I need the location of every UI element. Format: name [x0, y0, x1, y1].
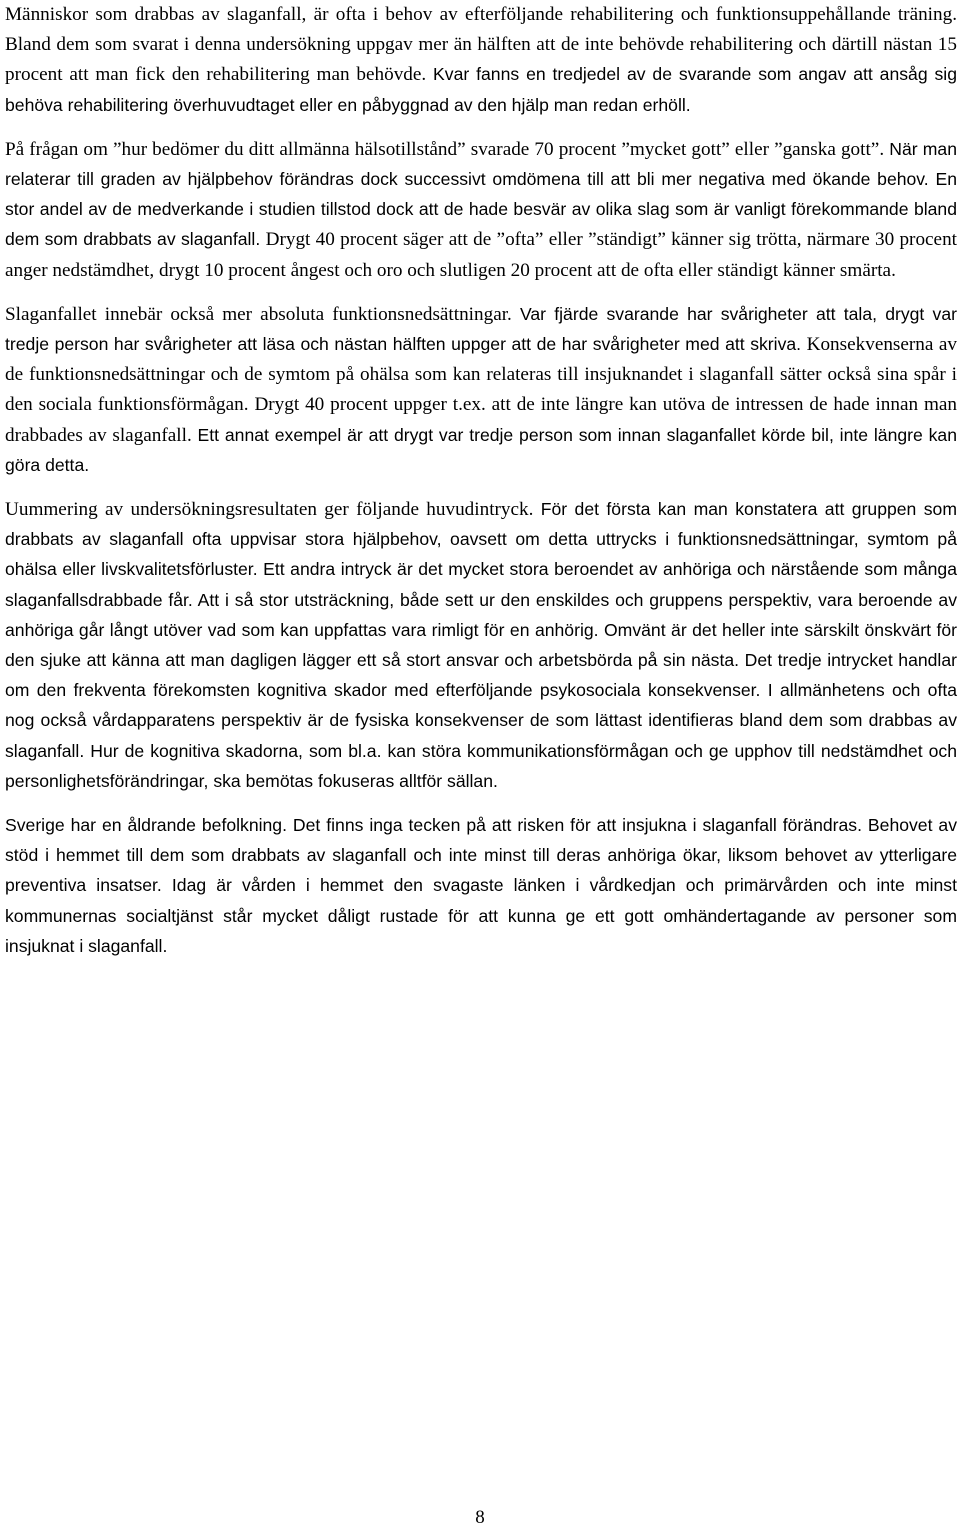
- text-run: I allmänhetens och ofta nog också vårdapparatens perspektiv är de fysiska konsekvenser de som lättast identifieras bland dem som drabbas av slaganfall.: [5, 680, 958, 761]
- text-run: Människor som drabbas av slaganfall, är ofta i behov av efterföljande rehabilitering och funktionsuppehållande träning.: [5, 4, 957, 25]
- text-run: Det tredje intrycket handlar om den frekventa förekomsten kognitiva skador med efterföljande psykosociala konsekvenser.: [5, 650, 957, 701]
- text-run: När man relaterar till graden av hjälpbehov förändras dock successivt omdömena till att bli mer negativa med ökande behov.: [5, 138, 957, 190]
- paragraph-rehabilitation: [5, 0, 957, 121]
- text-run: Slaganfallet innebär också mer absoluta funktionsnedsättningar.: [5, 303, 520, 325]
- text-run: Hur de kognitiva skadorna, som bl.a. kan störa kommunikationsförmågan och ge upphov till nedstämdhet och personlighetsförändringar, ska bemötas fokuseras alltför sällan.: [5, 740, 957, 791]
- paragraph-health-status: [5, 135, 957, 286]
- paragraph-functional-impairments: [5, 300, 957, 481]
- text-run: På frågan om ”hur bedömer du ditt allmänna hälsotillstånd” svarade 70 procent ”mycket gott” eller ”ganska gott”.: [5, 138, 890, 160]
- text-run: Konsekvenserna av de funktionsnedsättningar och de symtom på ohälsa som kan relateras till insjuknandet i slaganfall sätter också sina spår i den sociala funktionsförmågan.: [5, 334, 957, 416]
- paragraph-aging-population: [5, 811, 957, 962]
- text-run: För det första kan man konstatera att gruppen som drabbats av slaganfall ofta uppvisar stora hjälpbehov, oavsett om detta uttrycks i funktionsnedsättningar, symtom på ohälsa eller livskvalitetsförluster.: [5, 499, 957, 580]
- text-run: Att i så stor utsträckning, både sett ur den enskildes och gruppens perspektiv, vara beroende av anhöriga går långt utöver vad som kan uppfattas vara rimligt för en anhörig.: [5, 589, 957, 640]
- document-page: [5, 0, 957, 1533]
- text-run: Bland dem som svarat i denna undersökning uppgav mer än hälften att de inte behövde rehabilitering och därtill nästan 15 procent att man fick den rehabilitering man behövde.: [5, 34, 957, 86]
- text-run: Omvänt är det heller inte särskilt önskvärt för den sjuke att känna att man dagligen lägger ett så stort ansvar och arbetsbörda på sin nästa.: [5, 619, 957, 671]
- text-run: Ett annat exempel är att drygt var tredje person som innan slaganfallet körde bil, inte längre kan göra detta.: [5, 424, 958, 475]
- text-run: En stor andel av de medverkande i studien tillstod dock att de hade besvär av olika slag som är vanligt förekommande bland dem som drabbats av slaganfall.: [5, 169, 957, 250]
- text-run: Drygt 40 procent säger att de ”ofta” eller ”ständigt” känner sig trötta, närmare 30 procent anger nedstämdhet, drygt 10 procent ångest och oro och slutligen 20 procent att de ofta eller ständigt känner smärta.: [5, 229, 957, 281]
- text-run: Ett andra intryck är det mycket stora beroendet av anhöriga och närstående som många slaganfallsdrabbade får.: [5, 559, 957, 610]
- text-run: Uummering av undersökningsresultaten ger följande huvudintryck.: [5, 499, 541, 521]
- text-run: Sverige har en åldrande befolkning.: [5, 815, 293, 836]
- text-run: Drygt 40 procent uppger t.ex. att de inte längre kan utöva de intressen de hade innan man drabbades av slaganfall.: [5, 394, 958, 446]
- text-run: Idag är vården i hemmet den svagaste länken i vårdkedjan och primärvården och inte minst kommunernas socialtjänst står mycket dåligt rustade för att kunna ge ett gott omhändertagande av personer som insjuknat i slaganfall.: [5, 875, 957, 956]
- text-run: Behovet av stöd i hemmet till dem som drabbats av slaganfall och inte minst till deras anhöriga ökar, liksom behovet av ytterligare preventiva insatser.: [5, 815, 958, 896]
- page-number: 8: [475, 1507, 485, 1528]
- text-run: Det finns inga tecken på att risken för att insjukna i slaganfall förändras.: [292, 815, 868, 836]
- text-run: Var fjärde svarande har svårigheter att tala, drygt var tredje person har svårigheter att läsa och nästan hälften uppger att de har svårigheter med att skriva.: [5, 303, 957, 355]
- paragraph-summary: [5, 495, 957, 797]
- text-run: Kvar fanns en tredjedel av de svarande som angav att ansåg sig behöva rehabilitering överhuvudtaget eller en påbyggnad av den hjälp man redan erhöll.: [5, 64, 957, 115]
